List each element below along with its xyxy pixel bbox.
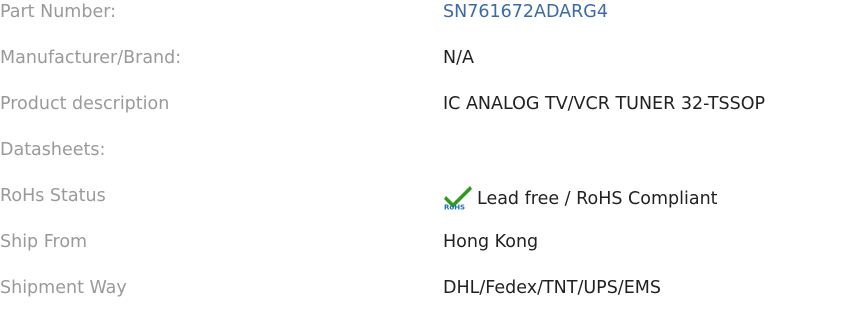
description-label: Product description [0, 94, 170, 114]
part-number-label: Part Number: [0, 2, 116, 22]
rohs-value: Lead free / RoHS Compliant [477, 189, 718, 209]
shipment-way-value: DHL/Fedex/TNT/UPS/EMS [443, 278, 661, 298]
svg-text:RoHS: RoHS [444, 203, 466, 210]
rohs-check-icon [443, 184, 473, 210]
ship-from-label: Ship From [0, 232, 88, 252]
datasheets-label: Datasheets: [0, 140, 106, 160]
spec-row-manufacturer [0, 46, 846, 92]
ship-from-value: Hong Kong [443, 232, 539, 252]
spec-row-shipment-way [0, 276, 846, 322]
spec-row-rohs [0, 184, 846, 230]
spec-row-part-number [0, 0, 846, 46]
shipment-way-label: Shipment Way [0, 278, 127, 298]
spec-row-datasheets [0, 138, 846, 184]
manufacturer-label: Manufacturer/Brand: [0, 48, 182, 68]
rohs-value-container [443, 186, 718, 212]
spec-row-ship-from [0, 230, 846, 276]
manufacturer-value: N/A [443, 48, 474, 68]
description-value: IC ANALOG TV/VCR TUNER 32-TSSOP [443, 94, 766, 114]
rohs-label: RoHs Status [0, 186, 106, 206]
part-number-value [443, 2, 608, 22]
part-number-link[interactable]: SN761672ADARG4 [443, 2, 608, 22]
spec-row-description [0, 92, 846, 138]
